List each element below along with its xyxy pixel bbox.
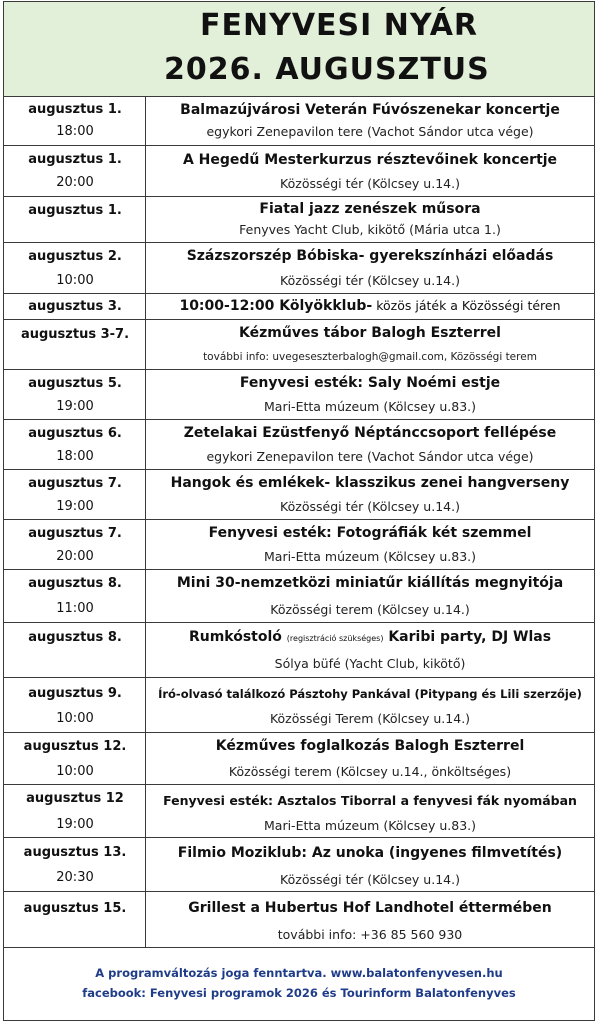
event-date: augusztus 1. (28, 152, 122, 167)
event-place: Közösségi tér (Kölcsey u.14.) (280, 273, 460, 288)
date-cell (4, 146, 146, 196)
event-time: 11:00 (56, 601, 94, 616)
date-cell (4, 623, 146, 677)
table-row (4, 785, 594, 838)
event-title: Író-olvasó találkozó Pásztohy Pankával (Pitypang és Lili szerzője) (158, 687, 582, 701)
table-row (4, 197, 594, 243)
event-place: Közösségi tér (Kölcsey u.14.) (280, 872, 460, 887)
event-date: augusztus 7. (28, 526, 122, 541)
event-time: 10:00 (56, 273, 94, 288)
event-place: Közösségi Terem (Kölcsey u.14.) (269, 711, 471, 726)
event-title: Fiatal jazz zenészek műsora (259, 201, 481, 217)
footer-facebook: facebook: Fenyvesi programok 2026 és Tourinform Balatonfenyves (82, 986, 516, 1000)
table-row (4, 420, 594, 470)
event-title: Fenyvesi esték: Saly Noémi estje (239, 375, 501, 391)
date-cell (4, 197, 146, 242)
table-row (4, 570, 594, 623)
date-cell (4, 733, 146, 784)
event-date: augusztus 3. (28, 299, 122, 314)
event-date: augusztus 12 (26, 791, 124, 806)
table-row (4, 520, 594, 570)
event-place: Mari-Etta múzeum (Kölcsey u.83.) (264, 549, 476, 564)
event-time: 20:00 (56, 549, 94, 564)
date-cell (4, 892, 146, 947)
table-row (4, 294, 594, 320)
date-cell (4, 470, 146, 519)
date-cell (4, 243, 146, 293)
table-row (4, 370, 594, 420)
event-date: augusztus 1. (28, 203, 122, 218)
event-time: 18:00 (56, 124, 94, 139)
event-place: Közösségi terem (Kölcsey u.14., önköltséges) (228, 764, 512, 779)
program-table (3, 1, 595, 1021)
event-date: augusztus 3-7. (20, 327, 130, 342)
event-place: Mari-Etta múzeum (Kölcsey u.83.) (264, 818, 476, 833)
event-place: Közösségi tér (Kölcsey u.14.) (280, 499, 460, 514)
event-date: augusztus 15. (23, 901, 127, 916)
event-date: augusztus 5. (28, 376, 122, 391)
event-date: augusztus 8. (28, 630, 122, 645)
event-place: egykori Zenepavilon tere (Vachot Sándor utca vége) (206, 449, 534, 464)
event-date: augusztus 7. (28, 476, 122, 491)
event-time: 10:00 (56, 764, 94, 779)
event-date: augusztus 2. (28, 249, 122, 264)
event-title: Fenyvesi esték: Fotográfiák két szemmel (208, 525, 532, 541)
event-title: Százszorszép Bóbiska- gyerekszínházi előadás (186, 248, 554, 264)
table-row (4, 623, 594, 678)
event-place: Közösségi tér (Kölcsey u.14.) (280, 176, 460, 191)
event-title: Balmazújvárosi Veterán Fúvószenekar koncertje (180, 102, 560, 118)
table-row (4, 892, 594, 948)
event-place: Sólya büfé (Yacht Club, kikötő) (274, 656, 466, 671)
event-date: augusztus 13. (23, 845, 127, 860)
page-title: FENYVESI NYÁR (200, 8, 479, 43)
table-row (4, 733, 594, 785)
date-cell (4, 96, 146, 145)
table-row (4, 243, 594, 294)
event-time: 10:00 (56, 711, 94, 726)
date-cell (4, 678, 146, 732)
date-cell (4, 785, 146, 837)
event-title: Rumkóstoló (regisztráció szükséges) Karibi party, DJ Wlas (188, 629, 552, 645)
event-title: Zetelakai Ezüstfenyő Néptánccsoport fellépése (183, 425, 557, 441)
event-date: augusztus 12. (23, 739, 127, 754)
event-time: 20:30 (56, 870, 94, 885)
event-date: augusztus 9. (28, 686, 122, 701)
page-subtitle: 2026. AUGUSZTUS (164, 52, 490, 87)
event-title: Kézműves foglalkozás Balogh Eszterrel (215, 738, 525, 754)
footer-note: A programváltozás joga fenntartva. www.balatonfenyvesen.hu (95, 966, 503, 980)
event-place: Közösségi terem (Kölcsey u.14.) (270, 602, 470, 617)
event-title: A Hegedű Mesterkurzus résztevőinek koncertje (182, 152, 558, 168)
event-date: augusztus 1. (28, 102, 122, 117)
event-time: 19:00 (56, 399, 94, 414)
event-title: Mini 30-nemzetközi miniatűr kiállítás megnyitója (176, 575, 564, 591)
table-row (4, 320, 594, 370)
event-title: Kézműves tábor Balogh Eszterrel (239, 325, 501, 341)
table-row (4, 146, 594, 197)
event-date: augusztus 8. (28, 576, 122, 591)
date-cell (4, 370, 146, 419)
date-cell (4, 294, 146, 319)
date-cell (4, 420, 146, 469)
event-time: 19:00 (56, 817, 94, 832)
event-title: 10:00-12:00 Kölyökklub- közös játék a Közösségi téren (179, 298, 561, 314)
date-cell (4, 320, 146, 369)
date-cell (4, 570, 146, 622)
event-date: augusztus 6. (28, 426, 122, 441)
event-title: Fenyvesi esték: Asztalos Tiborral a fenyvesi fák nyomában (163, 793, 577, 808)
event-place: további info: +36 85 560 930 (277, 927, 463, 942)
date-cell (4, 520, 146, 569)
table-row (4, 96, 594, 146)
date-cell (4, 838, 146, 891)
event-time: 20:00 (56, 175, 94, 190)
event-time: 18:00 (56, 449, 94, 464)
table-row (4, 838, 594, 892)
event-title: Filmio Moziklub: Az unoka (ingyenes filmvetítés) (177, 845, 563, 861)
event-place: egykori Zenepavilon tere (Vachot Sándor utca vége) (206, 124, 534, 139)
event-title: Hangok és emlékek- klasszikus zenei hangverseny (170, 475, 570, 491)
event-place: Mari-Etta múzeum (Kölcsey u.83.) (264, 399, 476, 414)
event-place: Fenyves Yacht Club, kikötő (Mária utca 1.) (239, 222, 501, 237)
event-place: további info: uvegeseszterbalogh@gmail.com, Közösségi terem (203, 351, 537, 363)
event-time: 19:00 (56, 499, 94, 514)
table-row (4, 678, 594, 733)
table-row (4, 470, 594, 520)
event-title: Grillest a Hubertus Hof Landhotel éttermében (188, 900, 552, 916)
header (4, 2, 594, 97)
